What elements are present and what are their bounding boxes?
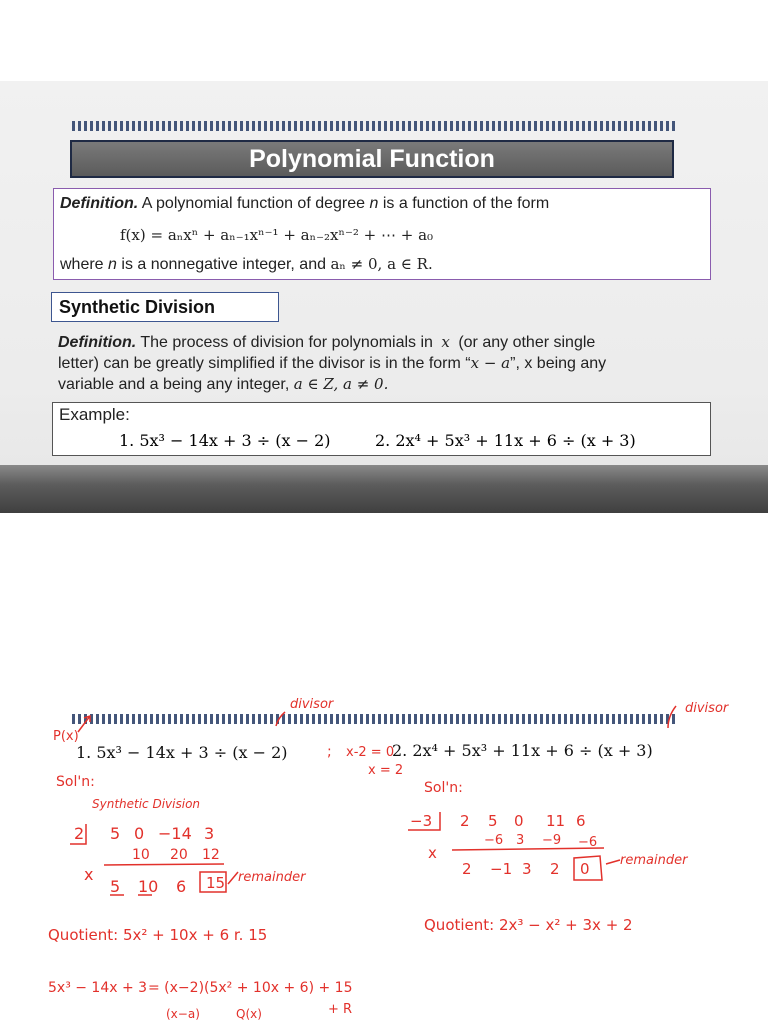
definition-line [60,195,549,213]
definition-text: A polynomial function of degree [141,195,366,212]
sd1-remainder-arrow [228,872,238,884]
typed-problem-2: 2. 2x⁴ + 5x³ + 11x + 6 ÷ (x + 3) [392,741,653,760]
polynomial-definition-box [53,188,711,280]
sd1-coef-3: 3 [204,824,215,843]
page-title: Polynomial Function [249,144,495,173]
sd1-result-3: 15 [206,874,226,892]
synthetic-division-definition [58,332,718,395]
sd1-result-1: 10 [138,877,159,896]
identity-label-remainder: + R [328,1002,353,1017]
annotation-px: P(x) [53,729,79,744]
identity-label-divisor: (x−a) [166,1007,200,1021]
sd2-coef-1: 5 [488,812,498,830]
sd1-coef-2: −14 [158,824,192,843]
sd1-coef-1: 0 [134,824,145,843]
sd-line-3 [58,374,718,395]
identity-lhs: 5x³ − 14x + 3 [48,980,148,996]
slide-floor-gradient [0,465,768,513]
sd-var-x: x [441,333,450,351]
polynomial-formula: f(x) = aₙxⁿ + aₙ₋₁xⁿ⁻¹ + aₙ₋₂xⁿ⁻² + ⋯ + a₀ [120,226,434,244]
sd-text-1: The process of division for polynomials in [140,334,433,351]
sd1-mid-2: 12 [202,847,220,863]
sd2-result-2: 3 [522,860,532,878]
sd1-multiply-sign: x [84,865,94,884]
sd1-result-0: 5 [110,877,121,896]
sd-line-1 [58,332,718,353]
condition-var: n [108,256,117,273]
sd2-result-1: −1 [490,860,513,878]
sd2-coef-2: 0 [514,812,524,830]
sd2-mid-3: −6 [578,835,598,850]
sd2-result-0: 2 [462,860,472,878]
sd-math: a ∈ Z, a ≠ 0. [293,375,389,393]
example-box [52,402,711,456]
annotation-divisor-2: divisor [685,701,729,716]
sd2-mid-2: −9 [542,833,562,848]
sd-text-5: variable and a being any integer, [58,376,290,393]
annotation-separator: ; [327,744,332,760]
slide [0,81,768,513]
condition-math: aₙ ≠ 0, a ∈ R. [330,255,433,273]
decorative-tick-strip [72,121,676,131]
sd-label: Definition. [58,334,137,351]
condition-line [60,255,433,274]
sd2-coef-0: 2 [460,812,470,830]
sd2-multiply-sign: x [428,844,437,862]
sd2-mid-1: 3 [516,833,525,848]
quotient-1: Quotient: 5x² + 10x + 6 r. 15 [48,926,268,944]
sd-line-2 [58,353,718,374]
definition-var: n [369,195,379,212]
solution-label-1: Sol'n: [56,774,95,790]
sd2-coef-3: 11 [546,812,566,830]
sd1-result-2: 6 [176,877,187,896]
sd2-result-3: 2 [550,860,560,878]
sd1-remainder-label: remainder [238,870,306,885]
condition-text-mid: is a nonnegative integer, and [121,256,326,273]
section-heading: Synthetic Division [51,292,279,322]
sd2-divisor: −3 [410,812,433,830]
example-problem-2: 2. 2x⁴ + 5x³ + 11x + 6 ÷ (x + 3) [375,431,636,450]
notes-canvas [0,668,768,1024]
example-label: Example: [59,405,130,424]
title-banner [70,140,674,178]
arrow-divisor-1 [276,712,285,726]
annotation-divisor-1: divisor [290,697,334,712]
solution-label-2: Sol'n: [424,780,463,796]
condition-text: where [60,256,104,273]
synthetic-label: Synthetic Division [92,797,201,811]
identity-label-quotient: Q(x) [236,1007,262,1021]
sd1-sum-line [104,864,224,865]
arrow-divisor-2 [668,706,676,728]
sd-form: x − a [470,354,511,372]
sd-text-2: (or any other single [458,334,596,351]
identity-rhs: = (x−2)(5x² + 10x + 6) + 15 [148,980,353,996]
sd-text-4: ”, x being any [510,355,607,372]
annotation-root: x = 2 [368,763,404,778]
sd1-divisor: 2 [74,824,85,843]
definition-label: Definition. [60,195,139,212]
quotient-2: Quotient: 2x³ − x² + 3x + 2 [424,916,633,934]
definition-text-end: is a function of the form [382,195,550,212]
sd2-result-4: 0 [580,860,590,878]
arrow-px [78,716,90,732]
sd1-mid-0: 10 [132,847,150,863]
sd1-coef-0: 5 [110,824,121,843]
annotation-root-eq: x-2 = 0 [346,745,395,760]
sd2-coef-4: 6 [576,812,586,830]
sd-text-3: letter) can be greatly simplified if the divisor is in the form “ [58,355,471,372]
sd1-mid-1: 20 [170,847,188,863]
sd2-remainder-arrow [606,860,620,864]
example-problem-1: 1. 5x³ − 14x + 3 ÷ (x − 2) [119,431,331,450]
handwritten-notes [0,668,768,1024]
typed-problem-1: 1. 5x³ − 14x + 3 ÷ (x − 2) [76,743,288,762]
sd2-mid-0: −6 [484,833,504,848]
sd2-remainder-label: remainder [620,853,688,868]
